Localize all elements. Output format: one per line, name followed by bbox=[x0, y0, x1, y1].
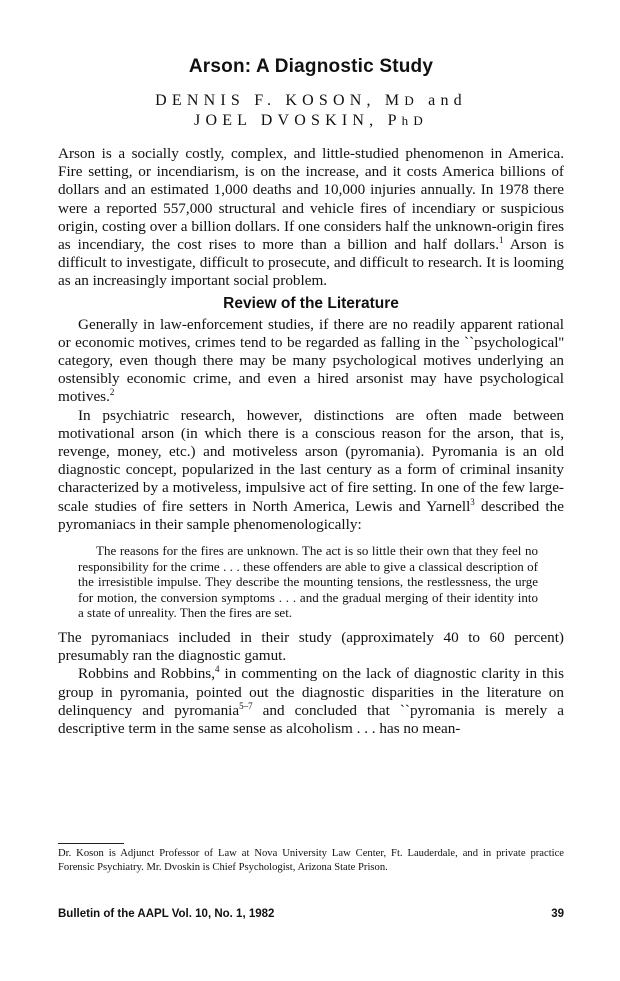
paragraph-2 bbox=[58, 316, 564, 407]
p5-text-b: in commenting on the lack of diagnostic clarity in this group in pyromania, pointed out the diagnostic disparities in the literature on delinquency and pyromania bbox=[58, 665, 564, 719]
intro-text-b: Arson is difficult to investigate, difficult to prosecute, and difficult to research. It is looming as an increasingly important social problem. bbox=[58, 236, 564, 290]
quote-text: The reasons for the fires are unknown. The act is so little their own that they feel no responsibility for the crime . . . these offenders are able to give a classical description of the irresistible impulse. They describe the mounting tensions, the restlessness, the urge for motion, the conversion symptoms . . . and the gradual merging of their identity into a state of unreality. Then the fires are set. bbox=[78, 543, 538, 621]
author-1-name: DENNIS F. KOSON, M bbox=[155, 92, 405, 109]
p5-text-a: Robbins and Robbins, bbox=[78, 665, 216, 683]
article-title: Arson: A Diagnostic Study bbox=[188, 56, 434, 77]
footnote-divider bbox=[58, 843, 124, 844]
author-block bbox=[58, 91, 564, 131]
article-page bbox=[58, 56, 564, 738]
journal-citation: Bulletin of the AAPL Vol. 10, No. 1, 1982 bbox=[58, 908, 275, 920]
block-quote bbox=[78, 543, 538, 621]
intro-paragraph bbox=[58, 145, 564, 291]
p3-text-b: described the pyromaniacs in their sample phenomenologically: bbox=[58, 497, 564, 533]
ref-2: 2 bbox=[109, 387, 115, 398]
author-line-2 bbox=[58, 111, 564, 131]
author-1-degree: D bbox=[404, 93, 419, 108]
page-number: 39 bbox=[551, 908, 564, 920]
p3-text-a: In psychiatric research, however, distinctions are often made between motivational arson (in which there is a conscious reason for the arson, that is, revenge, money, etc.) and motiveless arson (pyromania). Pyromania is an old diagnostic concept, popularized in the last century as a form of criminal insanity characterized by a motiveless, impulsive act of fire setting. In one of the few large-scale studies of fire setters in North America, Lewis and Yarnell bbox=[58, 406, 564, 515]
author-line-1 bbox=[58, 91, 564, 111]
author-2-name: JOEL DVOSKIN, P bbox=[194, 112, 402, 129]
author-2-degree-a: h bbox=[401, 113, 414, 128]
section-heading-review: Review of the Literature bbox=[223, 294, 399, 312]
intro-text-a: Arson is a socially costly, complex, and little-studied phenomenon in America. Fire setting, or incendiarism, is on the increase, and it costs America billions of dollars and an estimated 1,000 deaths and 10,000 injuries annually. In 1978 there were a reported 557,000 structural and vehicle fires of incendiary or suspicious origin, costing over a billion dollars. If one considers half the unknown-origin fires as incendiary, the cost rises to more than a billion and half dollars. bbox=[58, 145, 564, 254]
ref-4: 4 bbox=[215, 664, 220, 675]
author-conjunction: and bbox=[418, 92, 467, 109]
paragraph-3 bbox=[58, 407, 564, 534]
paragraph-4: The pyromaniacs included in their study (approximately 40 to 60 percent) presumably ran the diagnostic gamut. bbox=[58, 629, 564, 665]
paragraph-5 bbox=[58, 665, 564, 738]
p2-text: Generally in law-enforcement studies, if there are no readily apparent rational or economic motives, crimes tend to be regarded as falling in the ``psychological'' category, even though there may be many psychological motives underlying an ostensibly economic crime, and even a hired arsonist may have psychological motives. bbox=[58, 315, 564, 406]
p5-text-c: and concluded that ``pyromania is merely a descriptive term in the same sense as alcoholism . . . has no mean- bbox=[58, 701, 564, 738]
ref-5-7: 5–7 bbox=[239, 700, 253, 711]
ref-3: 3 bbox=[470, 496, 475, 507]
author-2-degree-b: D bbox=[413, 113, 428, 128]
author-footnote: Dr. Koson is Adjunct Professor of Law at Nova University Law Center, Ft. Lauderdale, and in private practice Forensic Psychiatry. Mr. Dvoskin is Chief Psychologist, Arizona State Prison. bbox=[58, 848, 564, 873]
ref-1: 1 bbox=[499, 234, 504, 245]
